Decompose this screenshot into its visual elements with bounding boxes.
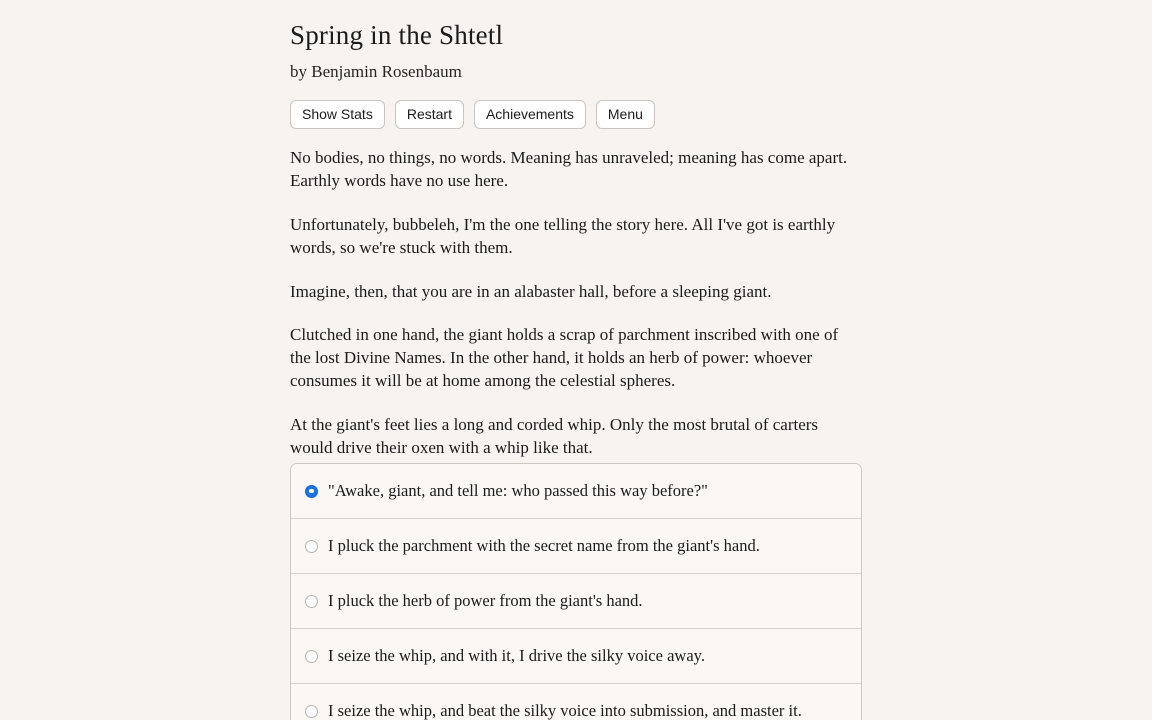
radio-selected-icon[interactable] — [305, 485, 318, 498]
restart-button[interactable]: Restart — [395, 100, 464, 129]
radio-unselected-icon[interactable] — [305, 540, 318, 553]
achievements-button[interactable]: Achievements — [474, 100, 586, 129]
choice-label: I pluck the herb of power from the giant's hand. — [328, 590, 643, 610]
choice-row[interactable] — [291, 464, 861, 519]
choice-row[interactable] — [291, 629, 861, 684]
choice-label: I seize the whip, and with it, I drive the silky voice away. — [328, 645, 705, 665]
story-paragraph: Clutched in one hand, the giant holds a scrap of parchment inscribed with one of the lost Divine Names. In the other hand, it holds an herb of power: whoever consumes it will be at home among the celestial spheres. — [290, 325, 839, 391]
choice-list[interactable] — [290, 463, 862, 720]
story-paragraph: Imagine, then, that you are in an alabaster hall, before a sleeping giant. — [290, 281, 772, 301]
menu-button[interactable]: Menu — [596, 100, 655, 129]
page-title: Spring in the Shtetl — [290, 20, 504, 50]
content-container — [290, 0, 862, 720]
story-paragraph: At the giant's feet lies a long and corded whip. Only the most brutal of carters would drive their oxen with a whip like that. — [290, 415, 819, 458]
choice-row[interactable] — [291, 684, 861, 720]
story-paragraph: Unfortunately, bubbeleh, I'm the one telling the story here. All I've got is earthly words, so we're stuck with them. — [290, 214, 836, 257]
choice-row[interactable] — [291, 519, 861, 574]
choice-label: "Awake, giant, and tell me: who passed this way before?" — [328, 480, 708, 500]
choice-label: I pluck the parchment with the secret name from the giant's hand. — [328, 535, 760, 555]
story-text — [290, 129, 862, 460]
story-paragraph: No bodies, no things, no words. Meaning has unraveled; meaning has come apart. Earthly words have no use here. — [290, 147, 848, 190]
toolbar — [290, 83, 862, 129]
radio-unselected-icon[interactable] — [305, 595, 318, 608]
radio-unselected-icon[interactable] — [305, 650, 318, 663]
author-byline: by Benjamin Rosenbaum — [290, 62, 462, 82]
choice-label: I seize the whip, and beat the silky voice into submission, and master it. — [328, 700, 802, 720]
radio-unselected-icon[interactable] — [305, 705, 318, 718]
show-stats-button[interactable]: Show Stats — [290, 100, 385, 129]
choice-row[interactable] — [291, 574, 861, 629]
